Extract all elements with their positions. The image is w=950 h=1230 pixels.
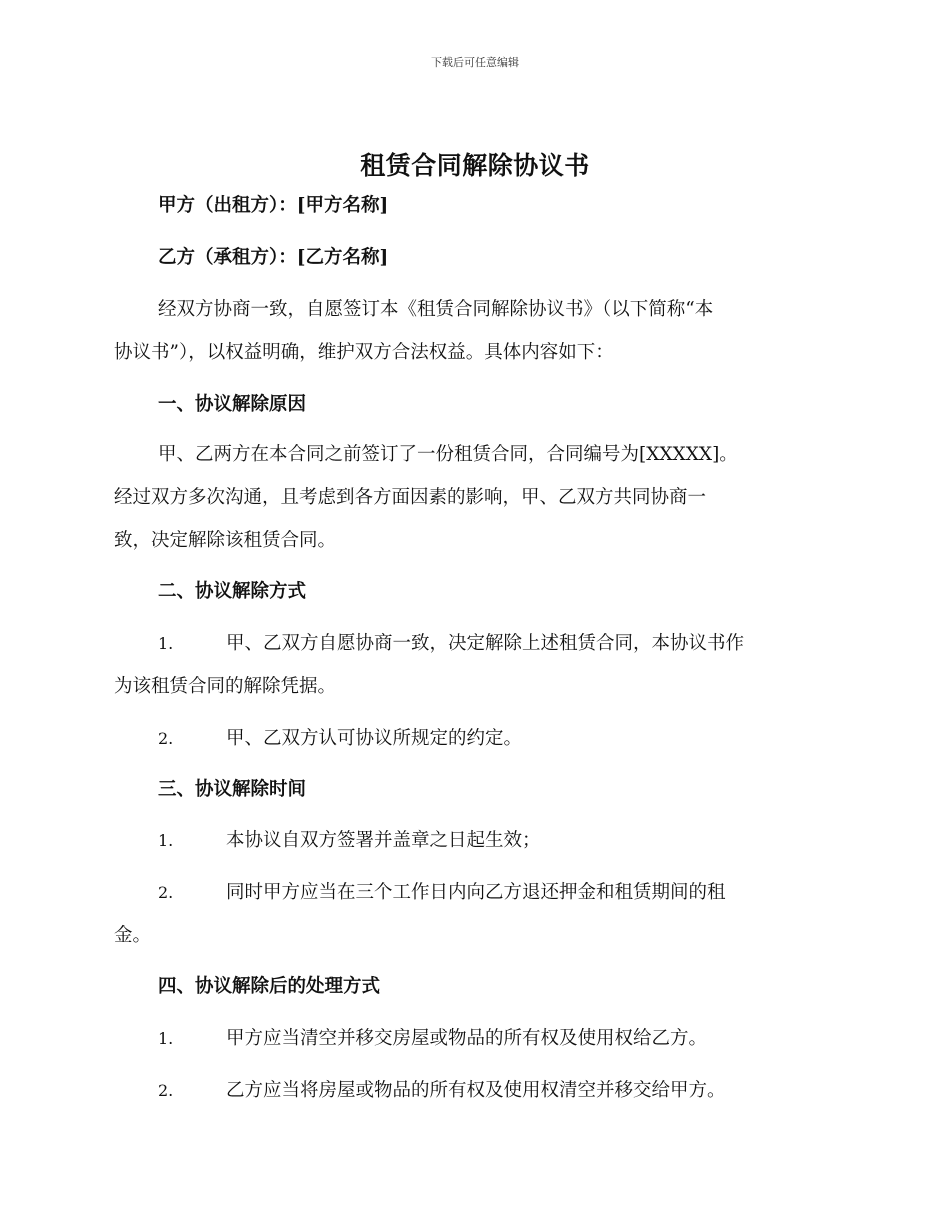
section-4-heading: 四、协议解除后的处理方式 bbox=[158, 976, 381, 997]
list-item-number: 2. bbox=[158, 883, 174, 902]
intro-line-1: 经双方协商一致，自愿签订本《租赁合同解除协议书》（以下简称“本 bbox=[158, 299, 714, 320]
intro-line-2: 协议书”），以权益明确，维护双方合法权益。具体内容如下： bbox=[114, 342, 614, 363]
section-3-heading: 三、协议解除时间 bbox=[158, 779, 307, 800]
list-item-text-continued: 为该租赁合同的解除凭据。 bbox=[114, 676, 337, 697]
section-1-line-3: 致，决定解除该租赁合同。 bbox=[114, 530, 337, 551]
list-item-text-continued: 金。 bbox=[114, 925, 152, 946]
list-item-number: 1. bbox=[158, 831, 174, 850]
section-2-heading: 二、协议解除方式 bbox=[158, 581, 307, 602]
document-title: 租赁合同解除协议书 bbox=[360, 151, 590, 180]
list-item-number: 1. bbox=[158, 1029, 174, 1048]
list-item-text: 甲、乙双方认可协议所规定的约定。 bbox=[226, 728, 523, 749]
list-item-text: 甲、乙双方自愿协商一致，决定解除上述租赁合同，本协议书作 bbox=[226, 633, 745, 654]
list-item-number: 2. bbox=[158, 1081, 174, 1100]
list-item-text: 乙方应当将房屋或物品的所有权及使用权清空并移交给甲方。 bbox=[226, 1080, 726, 1101]
list-item-number: 1. bbox=[158, 634, 174, 653]
party-b-line: 乙方（承租方）：[乙方名称] bbox=[158, 247, 389, 268]
list-item-text: 甲方应当清空并移交房屋或物品的所有权及使用权给乙方。 bbox=[226, 1028, 708, 1049]
list-item-text: 本协议自双方签署并盖章之日起生效； bbox=[226, 830, 541, 851]
section-1-line-1: 甲、乙两方在本合同之前签订了一份租赁合同，合同编号为[XXXXX]。 bbox=[158, 444, 738, 465]
party-a-line: 甲方（出租方）：[甲方名称] bbox=[158, 195, 389, 216]
section-1-heading: 一、协议解除原因 bbox=[158, 394, 307, 415]
section-1-line-2: 经过双方多次沟通，且考虑到各方面因素的影响，甲、乙双方共同协商一 bbox=[114, 487, 707, 508]
list-item-number: 2. bbox=[158, 729, 174, 748]
list-item-text: 同时甲方应当在三个工作日内向乙方退还押金和租赁期间的租 bbox=[226, 882, 726, 903]
header-note: 下载后可任意编辑 bbox=[431, 56, 519, 69]
